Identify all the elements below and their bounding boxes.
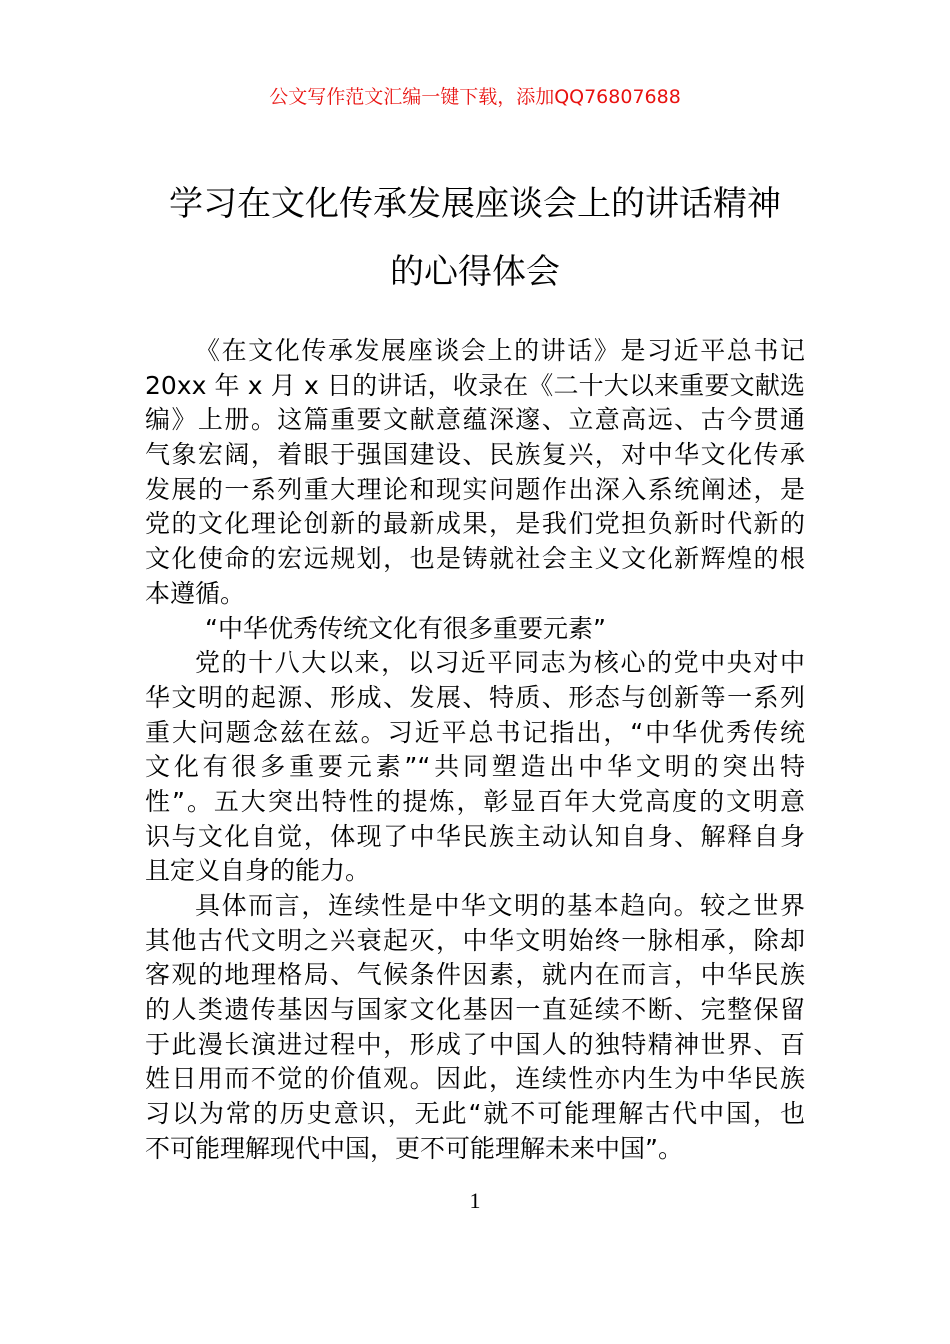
title-line-2: 的心得体会 bbox=[390, 252, 560, 292]
text-line: 党的十八大以来，以习近平同志为核心的党中央对中 bbox=[195, 648, 805, 678]
section-heading bbox=[145, 612, 805, 647]
document-body bbox=[145, 334, 805, 1167]
text-line: “中华优秀传统文化有很多重要元素” bbox=[205, 613, 606, 643]
text-line: 发展的一系列重大理论和现实问题作出深入系统阐述，是 bbox=[145, 474, 805, 504]
text-line: 本遵循。 bbox=[145, 578, 246, 608]
page-number: 1 bbox=[469, 1188, 481, 1213]
text-line: 党的文化理论创新的最新成果，是我们党担负新时代新的 bbox=[145, 509, 805, 539]
text-line: 且定义自身的能力。 bbox=[145, 856, 371, 886]
text-line: 姓日用而不觉的价值观。因此，连续性亦内生为中华民族 bbox=[145, 1064, 805, 1094]
text-line: 不可能理解现代中国，更不可能理解未来中国”。 bbox=[145, 1133, 683, 1163]
text-line: 识与文化自觉，体现了中华民族主动认知自身、解释自身 bbox=[145, 821, 805, 851]
text-line: 重大问题念兹在兹。习近平总书记指出，“中华优秀传统 bbox=[145, 717, 805, 747]
paragraph bbox=[145, 334, 805, 612]
text-line: 文化有很多重要元素”“共同塑造出中华文明的突出特 bbox=[145, 752, 805, 782]
text-line: 编》上册。这篇重要文献意蕴深邃、立意高远、古今贯通 bbox=[145, 405, 805, 435]
text-line: 20xx 年 x 月 x 日的讲话，收录在《二十大以来重要文献选 bbox=[145, 370, 805, 400]
text-line: 的人类遗传基因与国家文化基因一直延续不断、完整保留 bbox=[145, 995, 805, 1025]
text-line: 习以为常的历史意识，无此“就不可能理解古代中国，也 bbox=[145, 1099, 805, 1129]
text-line: 于此漫长演进过程中，形成了中国人的独特精神世界、百 bbox=[145, 1029, 805, 1059]
document-title bbox=[100, 170, 850, 306]
text-line: 《在文化传承发展座谈会上的讲话》是习近平总书记 bbox=[195, 336, 805, 365]
text-line: 其他古代文明之兴衰起灭，中华文明始终一脉相承，除却 bbox=[145, 925, 805, 955]
paragraph bbox=[145, 889, 805, 1167]
text-line: 气象宏阔，着眼于强国建设、民族复兴，对中华文化传承 bbox=[145, 440, 805, 470]
download-banner: 公文写作范文汇编一键下载，添加QQ76807688 bbox=[269, 86, 681, 108]
text-line: 客观的地理格局、气候条件因素，就内在而言，中华民族 bbox=[145, 960, 805, 990]
title-line-1: 学习在文化传承发展座谈会上的讲话精神 bbox=[169, 184, 781, 224]
text-line: 华文明的起源、形成、发展、特质、形态与创新等一系列 bbox=[145, 682, 805, 712]
paragraph bbox=[145, 646, 805, 889]
text-line: 性”。五大突出特性的提炼，彰显百年大党高度的文明意 bbox=[145, 786, 805, 816]
text-line: 具体而言，连续性是中华文明的基本趋向。较之世界 bbox=[195, 891, 805, 920]
text-line: 文化使命的宏远规划，也是铸就社会主义文化新辉煌的根 bbox=[145, 544, 805, 574]
